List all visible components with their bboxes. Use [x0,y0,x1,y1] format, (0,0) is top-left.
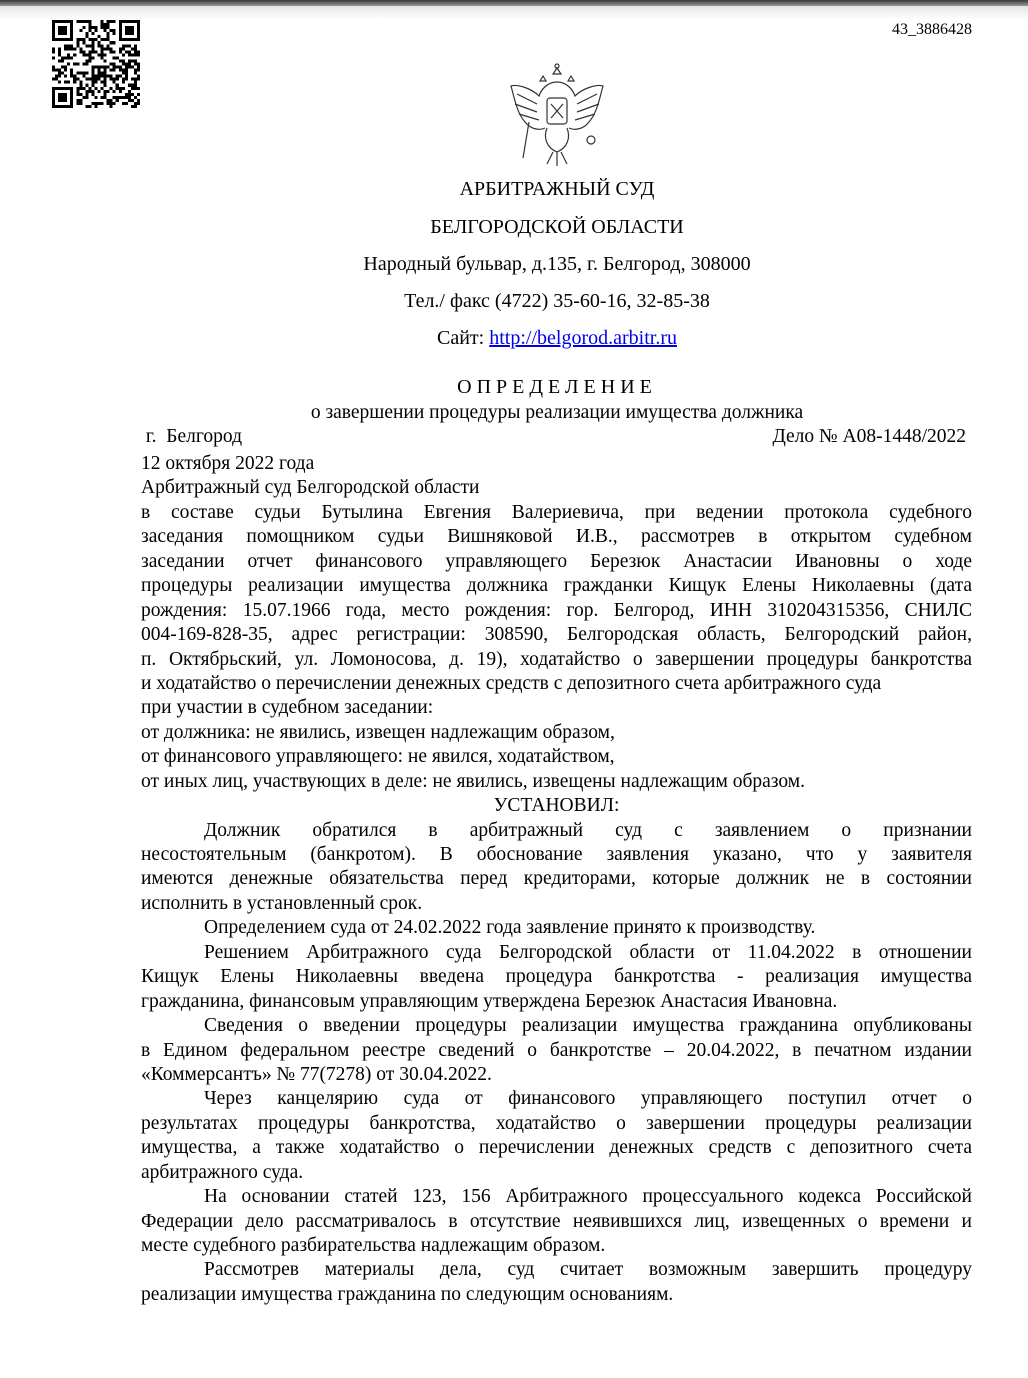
text-line: Должник обратился в арбитражный суд с заявлением о признании [204,819,972,841]
paragraph [141,819,972,917]
intro-last-line: и ходатайство о перечислении денежных средств с депозитного счета арбитражного суда [141,672,882,694]
document-id: 43_3886428 [892,21,972,38]
text-line: п. Октябрьский, ул. Ломоносова, д. 19), ходатайство о завершении процедуры банкротства [141,648,972,670]
participation-line: от должника: не явились, извещен надлежащим образом, [141,721,615,743]
established-paragraphs [141,819,972,1308]
intro-paragraph [141,501,972,672]
document-subtitle: о завершении процедуры реализации имущества должника [310,402,804,423]
site-label: Сайт: [437,327,490,349]
text-line: Рассмотрев материалы дела, суд считает возможным завершить процедуру [204,1259,972,1281]
city-case-row [141,426,966,448]
text-line: рождения: 15.07.1966 года, место рождения: гор. Белгород, ИНН 310204315356, СНИЛС [141,599,972,621]
court-address: Народный бульвар, д.135, г. Белгород, 308000 [363,253,751,275]
text-line: Через канцелярию суда от финансового управляющего поступил отчет о [204,1088,972,1110]
paragraph [141,916,972,940]
paragraph [141,1258,972,1307]
court-name-line2: БЕЛГОРОДСКОЙ ОБЛАСТИ [430,216,684,238]
court-phone: Тел./ факс (4722) 35-60-16, 32-85-38 [404,290,710,312]
text-line: имущества, а также ходатайство о перечислении денежных средств с депозитного счета [141,1137,972,1159]
text-line: арбитражного суда. [141,1161,304,1183]
text-line: Кищук Елены Николаевны введена процедура банкротства - реализация имущества [141,966,972,988]
text-line: заседании отчет финансового управляющего Березюк Анастасии Ивановны о ходе [141,550,972,572]
document-title: ОПРЕДЕЛЕНИЕ [457,376,657,398]
text-line: Определением суда от 24.02.2022 года заявление принято к производству. [204,917,816,939]
decision-date: 12 октября 2022 года [141,453,315,474]
text-line: процедуры реализации имущества должника гражданки Кищук Елены Николаевны (дата [141,575,972,597]
text-line: в составе судьи Бутылина Евгения Валериевича, при ведении протокола судебного [141,501,972,523]
text-line: в Едином федеральном реестре сведений о банкротстве – 20.04.2022, в печатном издании [141,1039,972,1061]
qr-code-icon [52,20,140,108]
site-link[interactable]: http://belgorod.arbitr.ru [489,327,677,349]
established-heading: УСТАНОВИЛ: [493,795,620,817]
text-line: заседания помощником судьи Вишняковой И.В., рассмотрев в открытом судебном [141,526,972,548]
text-line: 004-169-828-35, адрес регистрации: 308590, Белгородская область, Белгородский район, [141,624,972,646]
text-line: Федерации дело рассматривалось в отсутствие неявившихся лиц, извещенных о времени и [141,1210,972,1232]
text-line: месте судебного разбирательства надлежащим образом. [141,1235,606,1256]
case-number: Дело № А08-1448/2022 [772,426,966,447]
text-line: Сведения о введении процедуры реализации имущества гражданина опубликованы [204,1015,972,1037]
paragraph [141,1087,972,1185]
text-line: реализации имущества гражданина по следующим основаниям. [141,1283,674,1305]
participation-block [141,696,972,794]
participation-line: от финансового управляющего: не явился, ходатайством, [141,746,615,768]
city: г. Белгород [141,426,243,447]
paragraph [141,941,972,1014]
text-line: гражданина, финансовым управляющим утверждена Березюк Анастасия Ивановна. [141,990,838,1012]
text-line: На основании статей 123, 156 Арбитражного процессуального кодекса Российской [204,1186,972,1208]
coat-of-arms-icon [506,60,608,168]
participation-line: от иных лиц, участвующих в деле: не явились, извещены надлежащим образом. [141,770,805,792]
text-line: результатах процедуры банкротства, ходатайство о завершении процедуры реализации [141,1112,972,1134]
paragraph [141,1185,972,1258]
text-line: Решением Арбитражного суда Белгородской области от 11.04.2022 в отношении [204,941,972,963]
viewer-shadow [0,6,1028,20]
text-line: исполнить в установленный срок. [141,892,423,914]
court-name: Арбитражный суд Белгородской области [141,477,480,499]
paragraph [141,1014,972,1087]
text-line: «Коммерсантъ» № 77(7278) от 30.04.2022. [141,1063,492,1085]
court-name-line1: АРБИТРАЖНЫЙ СУД [459,178,655,200]
document-body [141,452,972,1307]
text-line: имеются денежные обязательства перед кредиторами, которые должник не в состоянии [141,868,972,890]
court-site [0,327,1028,350]
text-line: несостоятельным (банкротом). В обоснование заявления указано, что у заявителя [141,844,972,865]
participation-line: при участии в судебном заседании: [141,697,434,719]
